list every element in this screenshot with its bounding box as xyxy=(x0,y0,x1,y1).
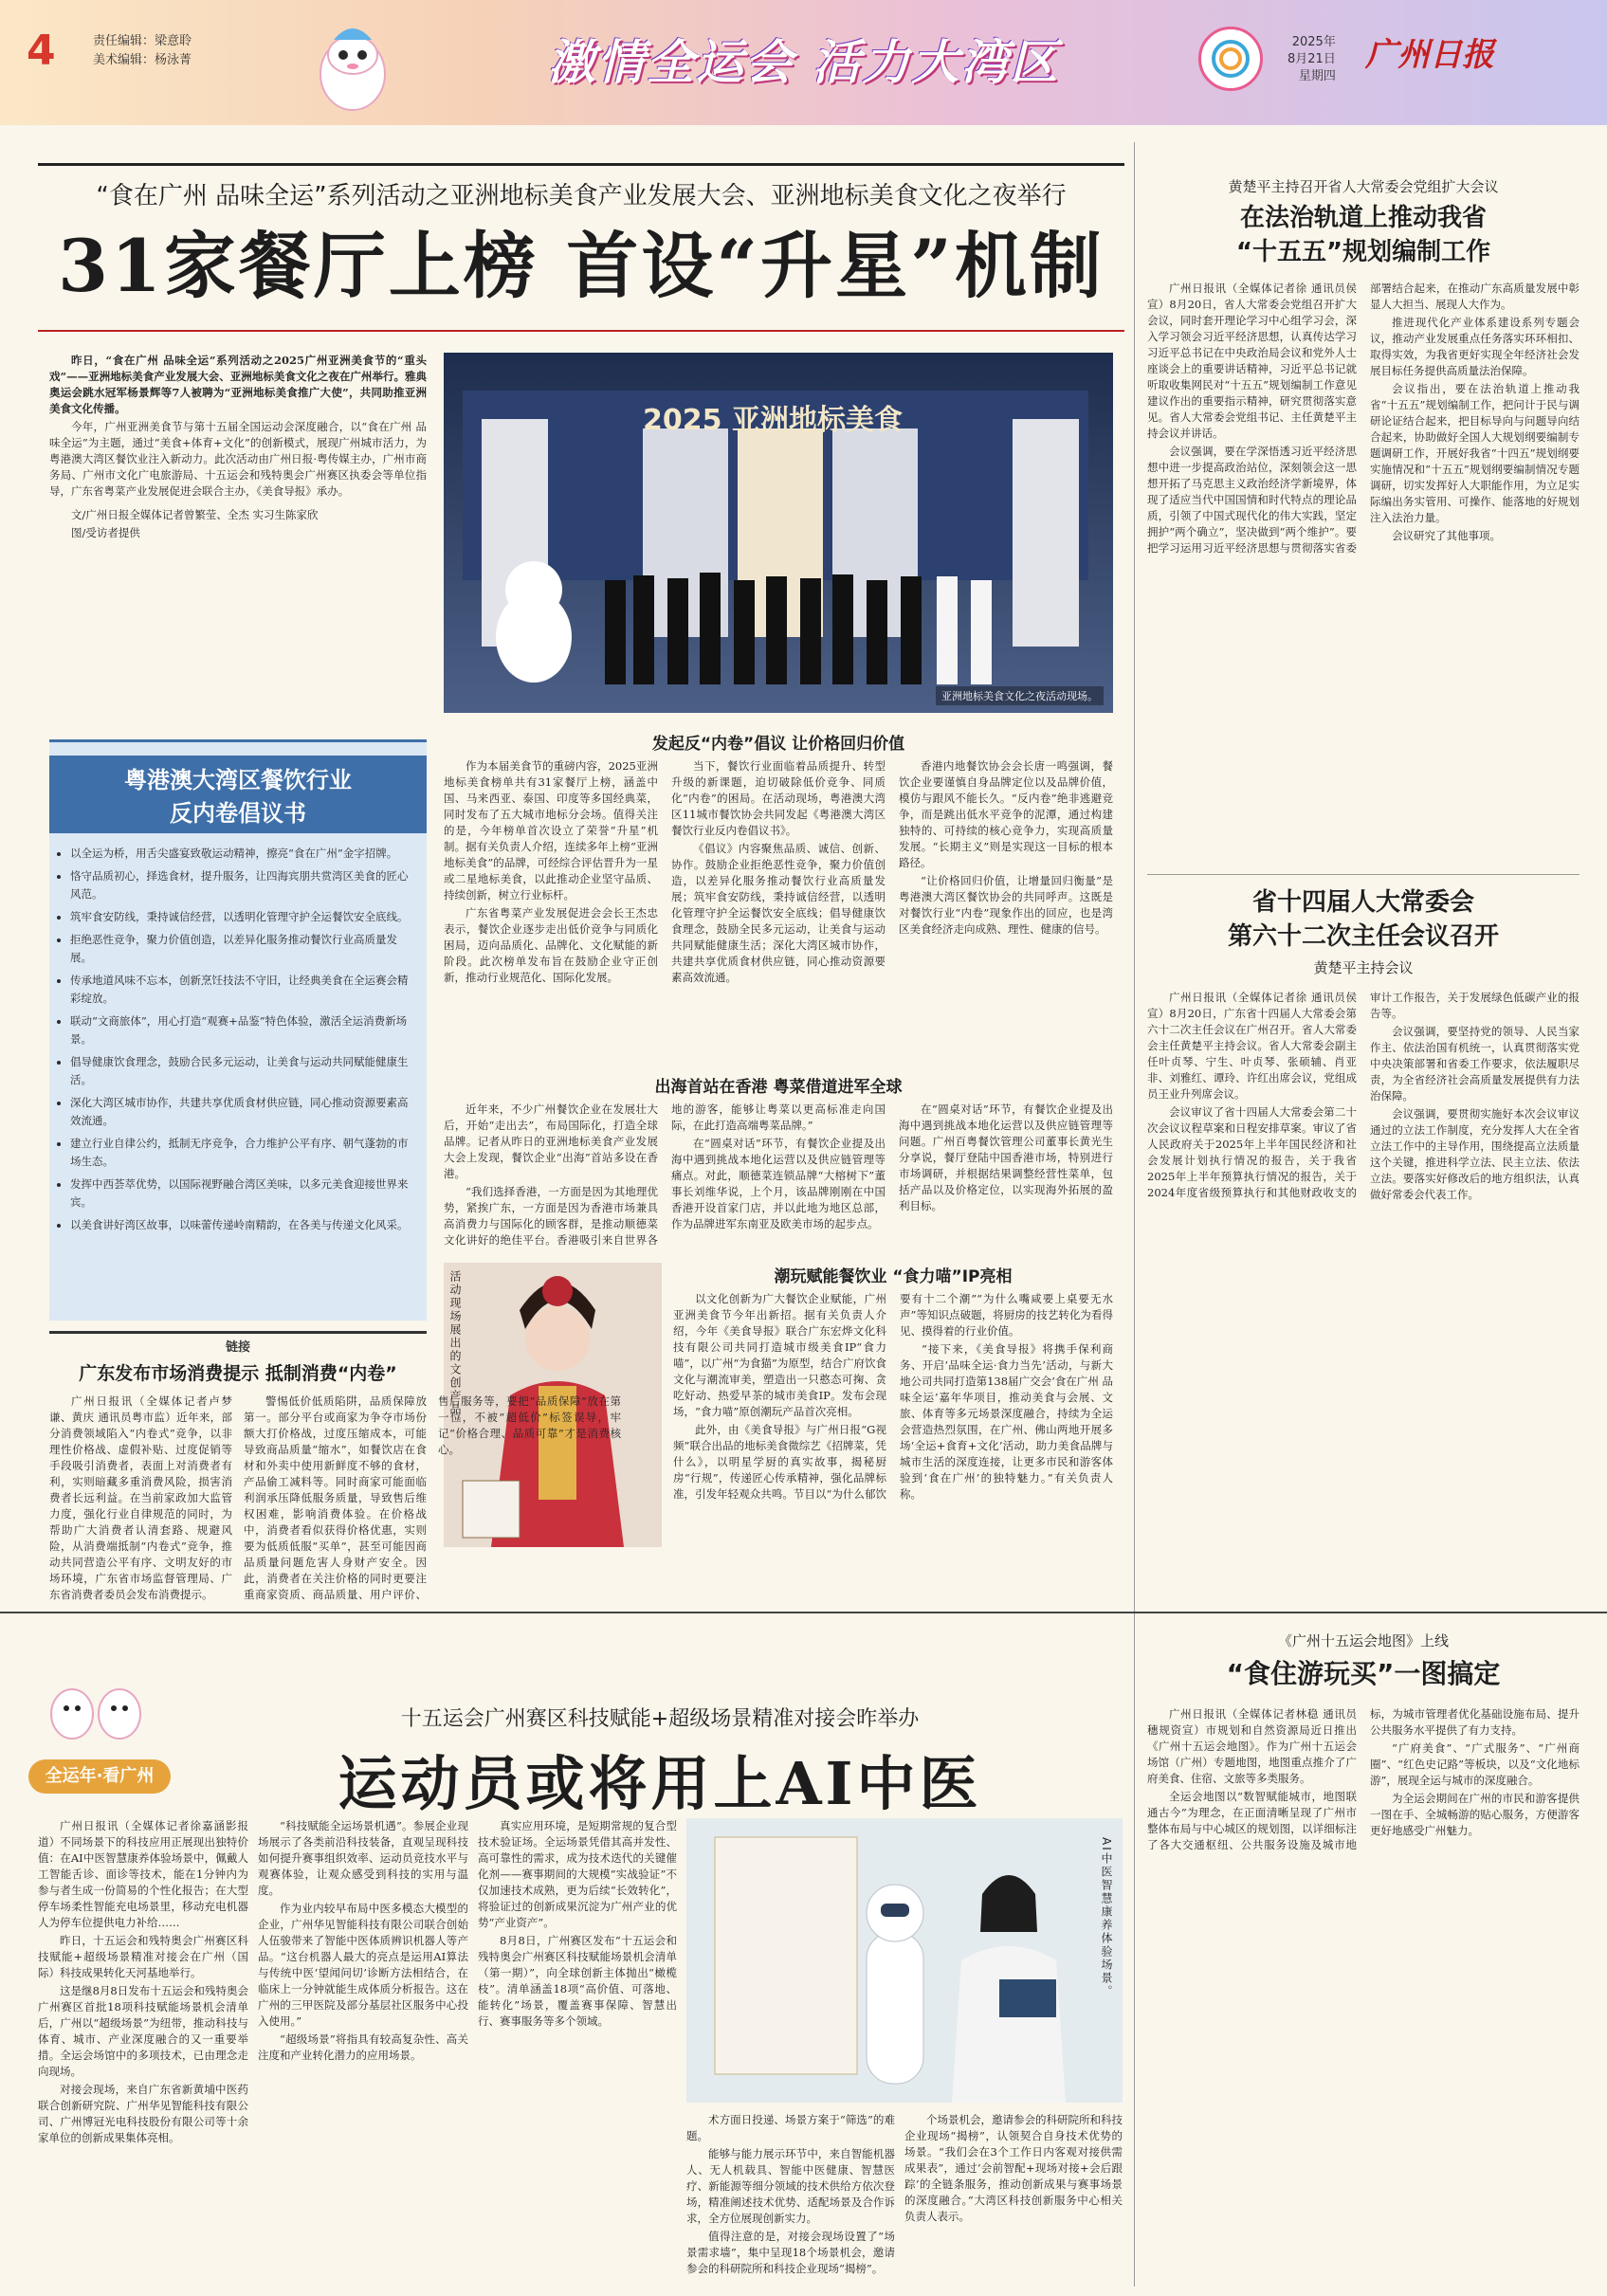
mascot-illustration xyxy=(296,17,410,116)
petition-title xyxy=(49,756,427,833)
lead-column xyxy=(49,353,427,543)
right-story1-paragraph: 会议指出，要在法治轨道上推动我省“十五五”规划编制工作，把问计于民与调研论证结合起来，把目标导向与问题导向结合起来，协助做好全国人大规划纲要编制专题调研工作，开展好我省“十四五”规划纲要实施情况和“十五五”规划纲要编制情况专题调研，切实发挥好人大职能作用，为立足实际编出务实管用、可操作、能落地的好规划注入法治力量。 xyxy=(1370,382,1580,524)
bottom-body-col5 xyxy=(904,2112,1123,2288)
lead-paragraph: 昨日，“食在广州 品味全运”系列活动之2025广州亚洲美食节的“重头戏”——亚洲地标美食产业发展大会、亚洲地标美食文化之夜在广州举行。雅典奥运会跳水冠军杨景辉等7人被聘为“亚洲地标美食推广大使”，共同助推亚洲美食文化传播。 xyxy=(49,354,427,415)
right-story3-paragraph: “广府美食”、“广式服务”、“广州商圈”、“红色史记路”等板块，以及“文化地标游”，展现全运与城市的深度融合。 xyxy=(1370,1741,1580,1787)
editor-line: 责任编辑：梁意聆 xyxy=(93,34,192,48)
main-headline: 31家餐厅上榜 首设“升星”机制 xyxy=(58,224,1105,308)
right-story1-body xyxy=(1147,281,1580,863)
petition-title-line1: 粤港澳大湾区餐饮行业 xyxy=(124,767,352,793)
section2-paragraph: “我们选择香港，一方面是因为其地理优势，紧挨广东，一方面是因为香港市场兼具高消费力与国际化的顾客群，是推动顺德菜文化讲好的绝佳平台。香港吸引来自世界各地的游客，能够让粤菜以更高标准走向国际，在此打造高端粤菜品牌。” xyxy=(444,1102,886,1247)
right-story1-paragraph: 推进现代化产业体系建设系列专题会议，推动产业发展重点任务落实环环相扣、取得实效，为我省更好实现全年经济社会发展目标任务提供高质量法治保障。 xyxy=(1370,316,1580,377)
petition-item: • 拒绝恶性竞争，聚力价值创造，以差异化服务推动餐饮行业高质量发展。 xyxy=(70,931,413,967)
link-paragraph: 广州日报讯（全媒体记者卢梦谦、黄庆 通讯员粤市监）近年来，部分消费领域陷入“内卷式”竞争，以非理性价格战、虚假补贴、过度促销等手段吸引消费者，表面上对消费者有利，实则暗藏多重消费风险，损害消费者长远利益。在当前家政加大监管力度，强化行业自律规范的同时，为帮助广大消费者认清套路、规避风险，从消费端抵制“内卷式”竞争，推动共同营造公平有序、文明友好的市场环境，广东省市场监督管理局、广东省消费者委员会发布消费提示。 xyxy=(49,1394,232,1601)
section2-body xyxy=(444,1102,1113,1253)
right-story1-paragraph: 广州日报讯（全媒体记者徐 通讯员侯宣）8月20日，省人大常委会党组召开扩大会议，同时套开理论学习中心组学习会，深入学习领会习近平经济思想，认真传达学习习近平总书记在中央政治局会议和党外人士座谈会上的重要讲话精神，习近平总书记就听取收集网民对“十五五”规划编制工作意见建议作出的重要指示精神，研究贯彻落实意见。省人大常委会党组书记、主任黄楚平主持会议并讲话。 xyxy=(1147,282,1357,440)
right-story1-headline xyxy=(1147,201,1580,269)
bottom-body-col1 xyxy=(38,1818,248,2288)
bottom-headline: 运动员或将用上AI中医 xyxy=(338,1749,982,1818)
right-divider xyxy=(1147,874,1580,875)
right-story2-paragraph: 会议审议了省十四届人大常委会第二十次会议议程草案和日程安排草案。审议了省人民政府关于2025年上半年国民经济和社会发展计划执行情况的报告，关于我省2025年上半年预算执行情况的报告，关于2024年度省级预算执行和其他财政收支的审计工作报告，关于发展绿色低碳产业的报告等。 xyxy=(1147,991,1580,1199)
right-story1-headline-line2: “十五五”规划编制工作 xyxy=(1235,238,1491,266)
section2-paragraph: 在“圆桌对话”环节，有餐饮企业提及出海中遇到挑战本地化运营以及供应链管理等痛点。对此，顺德菜连锁品牌“大榕树下”董事长刘维华说，上个月，该品牌刚刚在中国香港开设首家门店，并以此地为地区总部，作为品牌进军东南亚及欧美市场的起步点。 xyxy=(671,1137,886,1230)
photo-caption: 亚洲地标美食文化之夜活动现场。 xyxy=(936,686,1104,705)
right-story1-kicker: 黄楚平主持召开省人大常委会党组扩大会议 xyxy=(1228,178,1499,195)
section2-paragraph: 近年来，不少广州餐饮企业在发展壮大后，开始“走出去”，布局国际化，打造全球品牌。记者从昨日的亚洲地标美食产业发展大会上发现，餐饮企业“出海”首站多设在香港。 xyxy=(444,1102,658,1180)
petition-sidebox xyxy=(49,739,427,1321)
petition-item: • 以全运为桥，用舌尖盛宴致敬运动精神，擦亮“食在广州”金字招牌。 xyxy=(70,845,413,863)
petition-item: • 传承地道风味不忘本，创新烹饪技法不守旧，让经典美食在全运赛会精彩绽放。 xyxy=(70,972,413,1008)
page-number: 4 xyxy=(27,27,56,75)
bottom-body-col4 xyxy=(686,2112,895,2288)
bottom-column-divider xyxy=(1134,1623,1135,2287)
date-day: 8月21日 xyxy=(1287,52,1336,66)
photo-credit: 图/受访者提供 xyxy=(71,526,140,539)
section1-paragraph: 作为本届美食节的重磅内容，2025亚洲地标美食榜单共有31家餐厅上榜，涵盖中国、马来西亚、泰国、印度等多国经典菜，同时发布了五大城市地标分会场。值得关注的是，今年榜单首次设立了荣誉“升星”机制。据有关负责人介绍，连续多年上榜“亚洲地标美食”的品牌，可经综合评估晋升为一星或二星地标美食，以此推动企业坚守品质、持续创新，树立行业标杆。 xyxy=(444,759,658,902)
link-headline: 广东发布市场消费提示 抵制消费“内卷” xyxy=(79,1363,397,1384)
right-story3-paragraph: 为全运会期间在广州的市民和游客提供一图在手、全城畅游的贴心服务，方便游客更好地感受广州魅力。 xyxy=(1370,1792,1580,1837)
ai-photo-caption: AI中医智慧康养体验场景。 xyxy=(1100,1837,1113,1998)
column-divider xyxy=(1134,142,1135,1659)
bottom-paragraph: 广州日报讯（全媒体记者徐嘉涵影报道）不同场景下的科技应用正展现出独特价值：在AI中医智慧康养体验场景中，佩戴人工智能舌诊、面诊等技术，能在1分钟内为参与者生成一份简易的个性化报告；在大型停车场柔性智能充电场景里，移动充电机器人为停车位提供电力补给…… xyxy=(38,1819,248,1929)
right-story2-body xyxy=(1147,990,1580,1596)
section-tag-badge: 全运年·看广州 xyxy=(28,1759,171,1794)
date-year: 2025年 xyxy=(1291,35,1336,49)
petition-title-line2: 反内卷倡议书 xyxy=(170,800,306,827)
section1-paragraph: “让价格回归价值，让增量回归衡量”是粤港澳大湾区餐饮协会的共同呼声。这既是对餐饮行业“内卷”现象作出的回应，也是湾区美食经济走向成熟、理性、健康的信号。 xyxy=(899,874,1113,936)
banner-slogan: 激情全运会 活力大湾区 xyxy=(548,35,1060,90)
right-story3-body xyxy=(1147,1706,1580,2287)
art-editor-line: 美术编辑：杨泳菁 xyxy=(93,53,192,67)
petition-list xyxy=(70,845,413,1234)
link-paragraph: 警惕低价低质陷阱，品质保障放第一。部分平台或商家为争夺市场份额大打价格战，过度压缩成本，可能导致商品质量“缩水”，如餐饮店在食材和外卖中使用新鲜度不够的食材，产品偷工减料等。同时商家可能面临利润承压降低服务质量，导致售后维权困难，影响消费体验。在价格战中，消费者看似获得价格优惠，实则要为低质低服“买单”，甚至可能因商品质量问题危害人身财产安全。因此，消费者在关注价格的同时更要注重商家资质、商品质量、用户评价、售后服务等，要把“品质保障”放在第一位，不被“超低价”标签误导，牢记“价格合理、品质可靠”才是消费核心。 xyxy=(244,1394,621,1601)
bottom-kicker: 十五运会广州赛区科技赋能+超级场景精准对接会昨举办 xyxy=(400,1707,920,1731)
link-body xyxy=(49,1394,621,1604)
top-rule xyxy=(38,163,1124,166)
issue-date xyxy=(1287,34,1336,85)
section1-heading: 发起反“内卷”倡议 让价格回归价值 xyxy=(651,735,905,754)
bottom-paragraph: “超级场景”将指具有较高复杂性、高关注度和产业转化潜力的应用场景。 xyxy=(258,2032,468,2062)
section1-paragraph: 当下，餐饮行业面临着品质提升、转型升级的新课题，迫切破除低价竞争、同质化“内卷”的困局。在活动现场，粤港澳大湾区11城市餐饮协会共同发起《粤港澳大湾区餐饮行业反内卷倡议书》。 xyxy=(671,759,886,837)
ai-tcm-photo xyxy=(686,1818,1123,2103)
bottom-body-col3 xyxy=(478,1818,677,2103)
section3-paragraph: “接下来，《美食导报》将携手保利商务、开启‘品味全运·食力当先’活动，与新大地公司共同打造第138届广交会‘食在广州 品味全运’嘉年华项目，推动美食与会展、文旅、体育等多元场景深度融合，持续为全运会营造热烈氛围，在广州、佛山两地开展多场‘全运+食育+文化’活动，助力美食品牌与城市生活的深度连接，让更多市民和游客体验到‘食在广州’的独特魅力。”有关负责人称。 xyxy=(900,1342,1113,1501)
petition-item: • 倡导健康饮食理念，鼓励合民多元运动，让美食与运动共同赋能健康生活。 xyxy=(70,1053,413,1089)
section2-heading: 出海首站在香港 粤菜借道进军全球 xyxy=(654,1078,903,1097)
date-weekday: 星期四 xyxy=(1298,69,1336,83)
bottom-paragraph: 术方面日投递、场景方案于“筛选”的难题。 xyxy=(686,2113,895,2142)
section3-paragraph: 此外，由《美食导报》与广州日报“G视频”联合出品的地标美食微综艺《招牌菜，凭什么》，以明星学厨的真实故事，揭秘厨房“行规”，传递匠心传承精神，强化品牌标准，引发年轻观众共鸣。节目以“为什么郁饮要有十二个潮”“为什么嘴咸要上桌要无水声”等知识点破题，将厨房的技艺转化为看得见、摸得着的行业价值。 xyxy=(673,1292,1113,1501)
bottom-paragraph: 能够与能力展示环节中，来自智能机器人、无人机载具、智能中医健康、智慧医疗、新能源等细分领域的技术供给方依次登场，精准阐述技术优势、适配场景及合作诉求，全方位展现创新实力。 xyxy=(686,2147,895,2225)
right-story2-paragraph: 广州日报讯（全媒体记者徐 通讯员侯宣）8月20日，广东省十四届人大常委会第六十二次主任会议在广州召开。省人大常委会主任黄楚平主持会议。省人大常委会副主任叶贞琴、宁生、叶贞琴、张硕辅、肖亚非、刘雅红、谭玲、许红出席会议，党组成员王业升列席会议。 xyxy=(1147,991,1357,1101)
link-rule xyxy=(49,1331,427,1334)
section3-paragraph: 以文化创新为广大餐饮企业赋能，广州亚洲美食节今年出新招。据有关负责人介绍，今年《美食导报》联合广东宏烨文化科技有限公司共同打造城市级美食IP“食力喵”，以广州“为食猫”为原型，结合广府饮食文化与潮流审美，塑造出一只憨态可掬、贪吃好动、热爱早茶的城市美食IP。发布会现场，“食力喵”原创潮玩产品首次亮相。 xyxy=(673,1292,886,1418)
bottom-paragraph: 个场景机会，邀请参会的科研院所和科技企业现场“揭榜”，认领契合自身技术优势的场景。“我们会在3个工作日内客观对接供需成果表”，通过‘会前智配+现场对接+会后跟踪’的全链条服务，推动创新成果与赛事场景的深度融合。”大湾区科技创新服务中心相关负责人表示。 xyxy=(904,2113,1123,2223)
petition-item: • 发挥中西荟萃优势，以国际视野融合湾区美味，以多元美食迎接世界来宾。 xyxy=(70,1175,413,1212)
section3-heading: 潮玩赋能餐饮业 “食力喵”IP亮相 xyxy=(774,1267,1013,1286)
right-story2-headline-line2: 第六十二次主任会议召开 xyxy=(1227,922,1499,951)
headline-underline xyxy=(38,330,1124,332)
right-story2-headline xyxy=(1147,885,1580,954)
petition-item: • 建立行业自律公约，抵制无序竞争，合力维护公平有序、朝气蓬勃的市场生态。 xyxy=(70,1135,413,1171)
bottom-paragraph: 对接会现场，来自广东省新黄埔中医药联合创新研究院、广州华见智能科技有限公司、广州博冠光电科技股份有限公司等十余家单位的创新成果集体亮相。 xyxy=(38,2083,248,2144)
petition-item: • 联动“文商旅体”，用心打造“观赛+品鉴”特色体验，激活全运消费新场景。 xyxy=(70,1012,413,1048)
right-story3-headline: “食住游玩买”一图搞定 xyxy=(1226,1658,1501,1689)
right-story3-kicker: 《广州十五运会地图》上线 xyxy=(1277,1632,1449,1649)
bottom-mascot-illustration xyxy=(34,1672,157,1758)
section1-paragraph: 《倡议》内容聚焦品质、诚信、创新、协作。鼓励企业拒绝恶性竞争，聚力价值创造，以差异化服务推动餐饮行业高质量发展；筑牢食安防线，秉持诚信经营，以透明化管理守护全运餐饮安全底线；倡导健康饮食理念，鼓励全民多元运动，让美食与运动共同赋能健康生活；深化大湾区城市协作，共建共享优质食材供应链，同心推动资源要素高效流通。 xyxy=(671,842,886,984)
petition-item: • 筑牢食安防线，秉持诚信经营，以透明化管理守护全运餐饮安全底线。 xyxy=(70,908,413,926)
right-story1-paragraph: 会议强调，要在学深悟透习近平经济思想中进一步提高政治站位，深刻领会这一思想开拓了马克思主义政治经济学新境界，体现了适应当代中国国情和时代特点的理论品质，引领了中国式现代化的伟大实践，坚定拥护“两个确立”，坚决做到“两个维护”。要把学习运用习近平经济思想与贯彻落实省委部署结合起来，在推动广东高质量发展中彰显人大担当、展现人大作为。 xyxy=(1147,282,1580,555)
bottom-paragraph: 8月8日，广州赛区发布“十五运会和残特奥会广州赛区科技赋能场景机会清单（第一期）”，向全球创新主体抛出“橄榄枝”。清单涵盖18项“高价值、可落地、能转化”场景，覆盖赛事保障、智慧出行、赛事服务等多个领域。 xyxy=(478,1934,677,2028)
section3-body xyxy=(673,1291,1113,1599)
editor-credits xyxy=(93,32,192,70)
bottom-paragraph: 真实应用环境，是短期常规的复合型技术验证场。全运场景凭借其高并发性、高可靠性的需求，成为技术迭代的关键催化剂——赛事期间的大规模“实战验证”不仅加速技术成熟，更为后续“长效转化”，将验证过的创新成果沉淀为广州产业的优势“产业资产”。 xyxy=(478,1819,677,1929)
right-story1-headline-line1: 在法治轨道上推动我省 xyxy=(1239,204,1487,232)
right-story3-paragraph: 全运会地图以“数智赋能城市，地图联通古今”为理念，在正面清晰呈现了广州市整体布局与中心城区的规划图，以详细标注了各大交通枢纽、公共服务设施及城市地标，为城市管理者优化基础设施布局、提升公共服务水平提供了有力支持。 xyxy=(1147,1707,1580,1851)
right-story3-paragraph: 广州日报讯（全媒体记者林稳 通讯员穗规资宣）市规划和自然资源局近日推出《广州十五运会地图》。作为广州十五运会场馆（广州）专题地图，地图重点推介了广府美食、住宿、文旅等多类服务。 xyxy=(1147,1707,1357,1785)
right-story2-kicker: 黄楚平主持会议 xyxy=(1313,959,1414,976)
bottom-body-col2 xyxy=(258,1818,468,2288)
newspaper-masthead: 广州日报 xyxy=(1365,36,1494,74)
bottom-paragraph: “科技赋能全运场景机遇”。参展企业现场展示了各类前沿科技装备，直观呈现科技如何提升赛事组织效率、运动员竞技水平与观赛体验，让观众感受到科技的实用与温度。 xyxy=(258,1819,468,1897)
bottom-section-rule xyxy=(0,1612,1607,1613)
costume-caption: 活动现场展出的文创产品。 xyxy=(448,1270,462,1430)
main-kicker: “食在广州 品味全运”系列活动之亚洲地标美食产业发展大会、亚洲地标美食文化之夜举行 xyxy=(96,182,1067,210)
petition-item: • 深化大湾区城市协作，共建共享优质食材供应链，同心推动资源要素高效流通。 xyxy=(70,1094,413,1130)
bottom-paragraph: 作为业内较早布局中医多模态大模型的企业，广州华见智能科技有限公司联合创始人伍骏带来了智能中医体质辨识机器人等产品。“这台机器人最大的亮点是运用AI算法与传统中医‘望闻问切’诊断方法相结合，在临床上一分钟就能生成体质分析报告。这在广州的三甲医院及部分基层社区服务中心投入使用。” xyxy=(258,1902,468,2028)
right-story2-headline-line1: 省十四届人大常委会 xyxy=(1251,888,1474,917)
section1-paragraph: 广东省粤菜产业发展促进会会长王杰忠表示，餐饮企业逐步走出低价竞争与同质化困局，迈向品质化、品牌化、文化赋能的新阶段。此次榜单发布旨在鼓励企业守正创新，推动行业规范化、国际化发展。 xyxy=(444,906,658,984)
byline: 文/广州日报全媒体记者曾繁莹、全杰 实习生陈家欣 xyxy=(71,508,319,521)
lead-paragraph: 今年，广州亚洲美食节与第十五届全国运动会深度融合，以“食在广州 品味全运”为主题，通过“美食+体育+文化”的创新模式，展现广州城市活力，为粤港澳大湾区餐饮业注入新动力。此次活动由广州日报·粤传媒主办，广州市商务局、广州市文化广电旅游局、十五运会和残特奥会广州赛区执委会等单位指导，广东省粤菜产业发展促进会联合主办，《美食导报》承办。 xyxy=(49,420,427,498)
section1-body xyxy=(444,758,1113,1064)
petition-item: • 恪守品质初心，择选食材，提升服务，让四海宾朋共赏湾区美食的匠心风范。 xyxy=(70,867,413,903)
right-story2-paragraph: 会议强调，要贯彻实施好本次会议审议通过的立法工作制度，充分发挥人大在全省立法工作中的主导作用，围绕提高立法质量这个关键，推进科学立法、民主立法、依法立法。要落实好修改后的地方组织法，认真做好常委会代表工作。 xyxy=(1370,1107,1580,1201)
link-label: 链接 xyxy=(225,1340,250,1355)
bottom-paragraph: 昨日，十五运会和残特奥会广州赛区科技赋能+超级场景精准对接会在广州（国际）科技成果转化天河基地举行。 xyxy=(38,1934,248,1979)
right-story1-paragraph: 会议研究了其他事项。 xyxy=(1392,529,1501,542)
bottom-paragraph: 这是继8月8日发布十五运会和残特奥会广州赛区首批18项科技赋能场景机会清单后，广州以“超级场景”为纽带，推动科技与体育、城市、产业深度融合的又一重要举措。全运会场馆中的多项技术，已由理念走向现场。 xyxy=(38,1984,248,2078)
stage-banner-text: 2025 亚洲地标美食 xyxy=(643,404,903,437)
section2-paragraph: 在“圆桌对话”环节，有餐饮企业提及出海中遇到挑战本地化运营以及供应链管理等问题。广州百粤餐饮管理公司董事长黄光生分享说，餐厅登陆中国香港市场，特别进行市场调研，并根据结果调整经营性菜单，包括产品以及价格定位，以实现海外拓展的盈利目标。 xyxy=(899,1102,1113,1212)
right-story2-paragraph: 会议强调，要坚持党的领导、人民当家作主、依法治国有机统一，认真贯彻落实党中央决策部署和省委工作要求，依法履职尽责，为全省经济社会高质量发展提供有力法治保障。 xyxy=(1370,1025,1580,1102)
games-logo-icon xyxy=(1198,27,1263,91)
bottom-paragraph: 值得注意的是，对接会现场设置了“场景需求墙”，集中呈现18个场景机会，邀请参会的科研院所和科技企业现场“揭榜”。 xyxy=(686,2230,895,2275)
petition-item: • 以美食讲好湾区故事，以味蕾传递岭南精韵，在各美与传递文化风采。 xyxy=(70,1216,413,1234)
section1-paragraph: 香港内地餐饮协会会长唐一鸣强调，餐饮企业要谨慎自身品牌定位以及品牌价值，模仿与跟风不能长久。“反内卷”绝非逃避竞争，而是跳出低水平竞争的泥潭，通过构建独特的、可持续的核心竞争力，实现高质量发展。“长期主义”则是实现这一目标的根本路径。 xyxy=(899,759,1113,869)
event-stage-photo xyxy=(444,353,1113,713)
